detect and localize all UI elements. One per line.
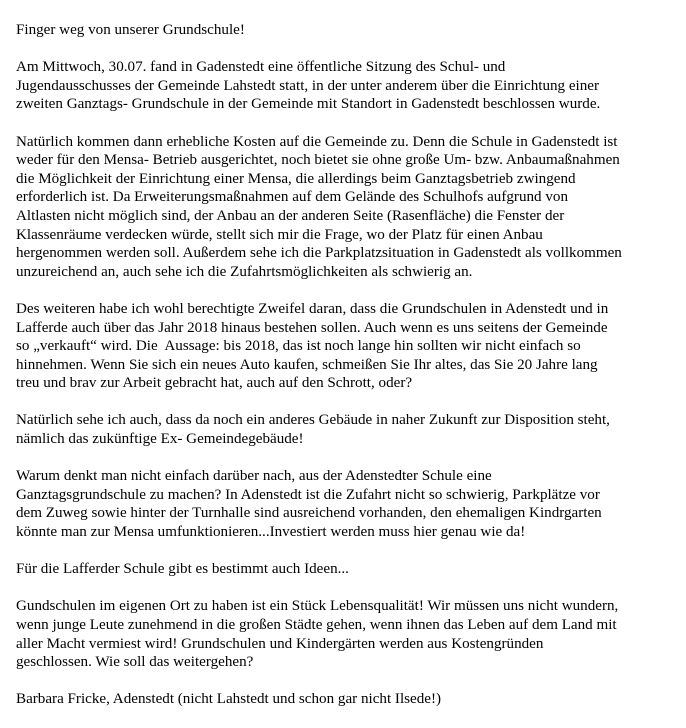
paragraph-gebaeude bbox=[16, 411, 676, 448]
text-line: Am Mittwoch, 30.07. fand in Gadenstedt eine öffentliche Sitzung des Schul- und bbox=[16, 59, 506, 76]
text-line: Natürlich kommen dann erhebliche Kosten auf die Gemeinde zu. Denn die Schule in Gadenstedt ist bbox=[16, 133, 618, 150]
paragraph-adenstedt bbox=[16, 467, 676, 541]
paragraph-zweifel bbox=[16, 300, 676, 393]
text-line: hergenommen werden soll. Außerdem sehe ich die Parkplatzsituation in Gadenstedt als vollkommen bbox=[16, 245, 622, 262]
text-line: treu und brav zur Arbeit gebracht hat, auch auf den Schrott, oder? bbox=[16, 375, 413, 392]
text-line: so „verkauft“ wird. Die Aussage: bis 2018, das ist noch lange hin sollten wir nicht einfach so bbox=[16, 338, 581, 355]
text-line: erforderlich ist. Da Erweiterungsmaßnahmen auf dem Gelände des Schulhofs aufgrund von bbox=[16, 189, 569, 206]
text-line: nämlich das zukünftige Ex- Gemeindegebäude! bbox=[16, 431, 304, 448]
text-line: wenn junge Leute zunehmend in die großen Städte gehen, wenn ihnen das Leben auf dem Land mit bbox=[16, 617, 617, 633]
text-line: Jugendausschusses der Gemeinde Lahstedt statt, in der unter anderem über die Einrichtung einer bbox=[16, 77, 600, 94]
text-line: könnte man zur Mensa umfunktionieren...Investiert werden muss hier genau wie da! bbox=[16, 524, 526, 541]
text-line: die Möglichkeit der Einrichtung einer Mensa, die allerdings beim Ganztagsbetrieb zwingend bbox=[16, 170, 576, 187]
text-line: Gundschulen im eigenen Ort zu haben ist ein Stück Lebensqualität! Wir müssen uns nicht wundern, bbox=[16, 598, 619, 615]
text-line: dem Zuweg sowie hinter der Turnhalle sind ausreichend vorhanden, den ehemaligen Kindrgarten bbox=[16, 505, 602, 522]
text-line: Des weiteren habe ich wohl berechtigte Zweifel daran, dass die Grundschulen in Adenstedt und in bbox=[16, 300, 609, 317]
text-line: aller Macht vermiest wird! Grundschulen und Kindergärten werden aus Kostengründen bbox=[16, 635, 544, 652]
text-line: hinnehmen. Wenn Sie sich ein neues Auto kaufen, schmeißen Sie Ihr altes, das Sie 20 Jahre lang bbox=[16, 356, 598, 373]
paragraph-lebensqualitaet bbox=[16, 597, 676, 671]
text-line: Warum denkt man nicht einfach darüber nach, aus der Adenstedter Schule eine bbox=[16, 468, 492, 485]
text-line: unzureichend an, auch sehe ich die Zufahrtsmöglichkeiten als schwierig an. bbox=[16, 263, 473, 280]
signature-line: Barbara Fricke, Adenstedt (nicht Lahstedt und schon gar nicht Ilsede!) bbox=[16, 691, 442, 708]
text-line: zweiten Ganztags- Grundschule in der Gemeinde mit Standort in Gadenstedt beschlossen wurde. bbox=[16, 96, 601, 113]
text-line: Altlasten nicht möglich sind, der Anbau an der anderen Seite (Rasenfläche) die Fenster der bbox=[16, 207, 565, 224]
letter-document bbox=[16, 21, 676, 728]
text-line: Natürlich sehe ich auch, dass da noch ein anderes Gebäude in naher Zukunft zur Disposition steht, bbox=[16, 412, 610, 429]
paragraph-kosten bbox=[16, 133, 676, 282]
text-line: geschlossen. Wie soll das weitergehen? bbox=[16, 654, 254, 671]
paragraph-sitzung bbox=[16, 58, 676, 114]
document-title: Finger weg von unserer Grundschule! bbox=[16, 22, 245, 38]
text-line: Lafferde auch über das Jahr 2018 hinaus bestehen sollen. Auch wenn es uns seitens der Gemeinde bbox=[16, 319, 608, 336]
paragraph-lafferde bbox=[16, 560, 676, 579]
text-line: Für die Lafferder Schule gibt es bestimmt auch Ideen... bbox=[16, 561, 349, 578]
text-line: Klassenräume verdecken würde, stellt sich mir die Frage, wo der Platz für einen Anbau bbox=[16, 226, 543, 243]
text-line: Ganztagsgrundschule zu machen? In Adenstedt ist die Zufahrt nicht so schwierig, Parkplätze vor bbox=[16, 486, 600, 503]
text-line: weder für den Mensa- Betrieb ausgerichtet, noch bietet sie ohne große Um- bzw. Anbaumaßnahmen bbox=[16, 152, 620, 169]
